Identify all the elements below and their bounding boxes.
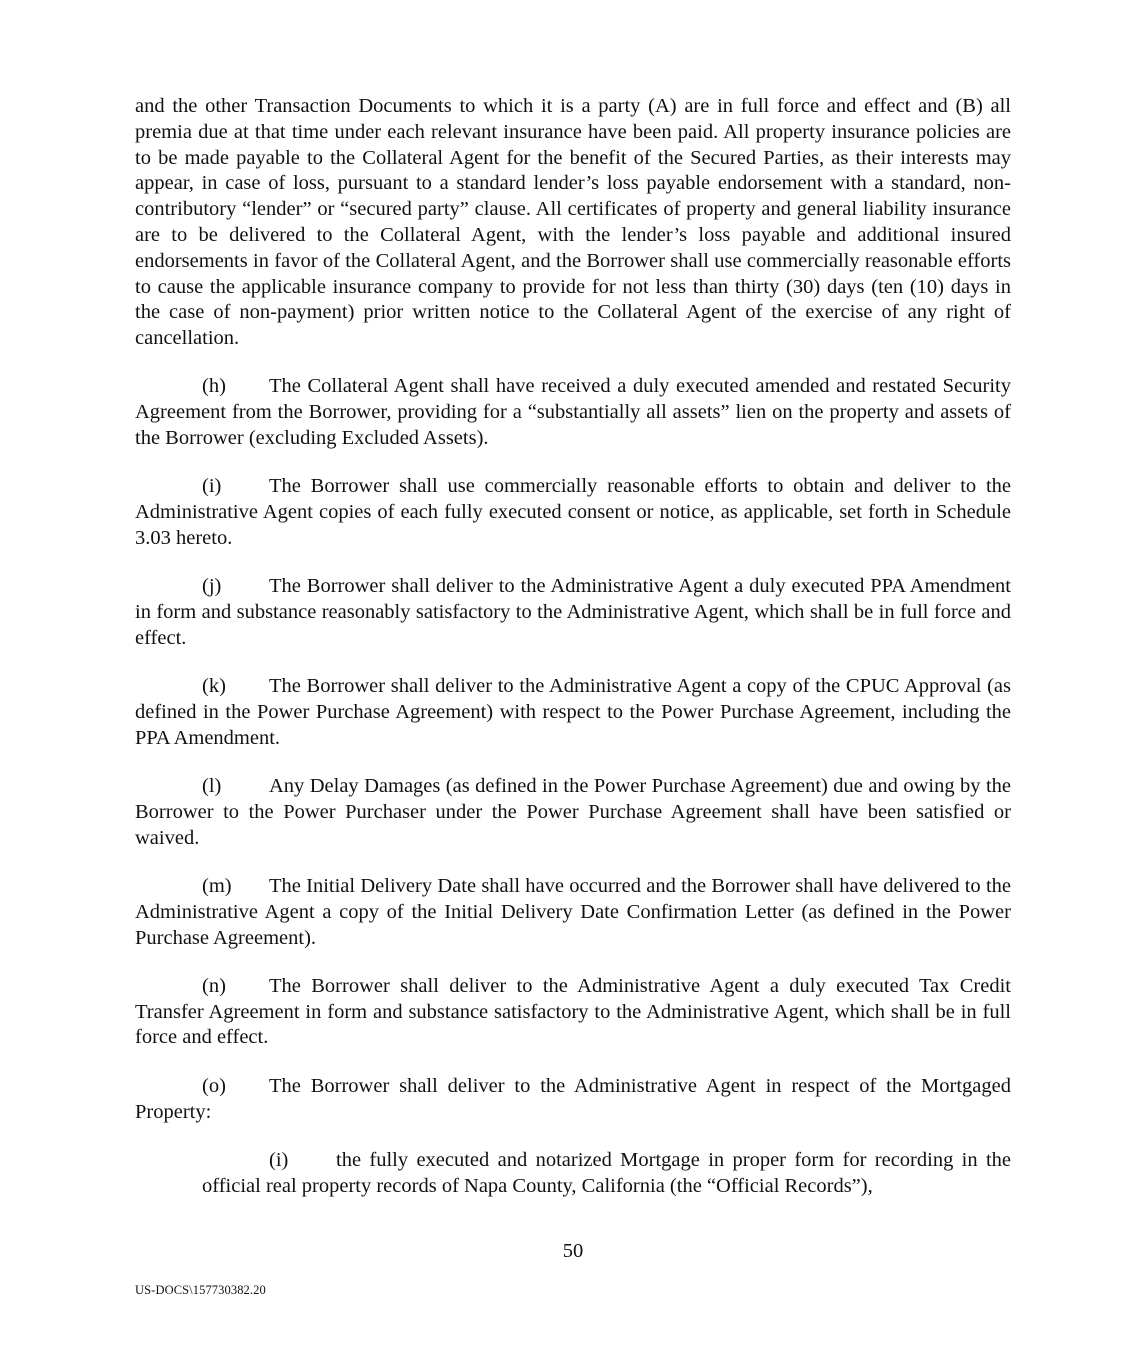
paragraph-h [135, 374, 1011, 451]
paragraph-text: The Borrower shall deliver to the Administrative Agent a duly executed Tax Credit Transfer Agreement in form and substance satisfactory to the Administrative Agent, which shall be in full force and effect. [135, 974, 1011, 1049]
paragraph-j [135, 574, 1011, 651]
paragraph-label: (j) [202, 575, 222, 598]
paragraph-m [135, 874, 1011, 951]
paragraph-text: Any Delay Damages (as defined in the Power Purchase Agreement) due and owing by the Borrower to the Power Purchaser under the Power Purchase Agreement shall have been satisfied or waived. [135, 775, 1011, 849]
paragraph-text: The Borrower shall deliver to the Administrative Agent a duly executed PPA Amendment in form and substance reasonably satisfactory to the Administrative Agent, which shall be in full force and effect. [135, 575, 1011, 649]
subparagraph-text: the fully executed and notarized Mortgage in proper form for recording in the official real property records of Napa County, California (the “Official Records”), [202, 1148, 1011, 1197]
paragraph-text: The Borrower shall deliver to the Administrative Agent in respect of the Mortgaged Property: [135, 1074, 1011, 1123]
page-number: 50 [562, 1240, 584, 1262]
paragraph-text: The Borrower shall deliver to the Administrative Agent a copy of the CPUC Approval (as defined in the Power Purchase Agreement) with respect to the Power Purchase Agreement, including the PPA Amendment. [135, 675, 1011, 749]
paragraph-label: (k) [202, 675, 226, 698]
document-body [135, 94, 1011, 1222]
paragraph-o [135, 1074, 1011, 1126]
paragraph-label: (m) [202, 874, 232, 897]
paragraph-label: (i) [202, 475, 222, 498]
paragraph-label: (h) [202, 375, 226, 398]
subparagraph-label: (i) [269, 1148, 289, 1171]
document-id: US-DOCS\157730382.20 [135, 1283, 266, 1297]
paragraph-label: (n) [202, 974, 226, 997]
paragraph-n [135, 974, 1011, 1051]
paragraph-text: The Borrower shall use commercially reasonable efforts to obtain and deliver to the Administrative Agent copies of each fully executed consent or notice, as applicable, set forth in Schedule 3.03 hereto. [135, 475, 1011, 549]
continuation-paragraph: and the other Transaction Documents to which it is a party (A) are in full force and effect and (B) all premia due at that time under each relevant insurance have been paid. All property insurance policies are to be made payable to the Collateral Agent for the benefit of the Secured Parties, as their interests may appear, in case of loss, pursuant to a standard lender’s loss payable endorsement with a standard, non-contributory “lender” or “secured party” clause. All certificates of property and general liability insurance are to be delivered to the Collateral Agent, with the lender’s loss payable and additional insured endorsements in favor of the Collateral Agent, and the Borrower shall use commercially reasonable efforts to cause the applicable insurance company to provide for not less than thirty (30) days (ten (10) days in the case of non-payment) prior written notice to the Collateral Agent of the exercise of any right of cancellation. [135, 95, 1011, 350]
paragraph-text: The Collateral Agent shall have received a duly executed amended and restated Security Agreement from the Borrower, providing for a “substantially all assets” lien on the property and assets of the Borrower (excluding Excluded Assets). [135, 375, 1011, 450]
paragraph-l [135, 774, 1011, 851]
paragraph-label: (l) [202, 775, 222, 798]
subparagraph-i [202, 1148, 1011, 1200]
paragraph-label: (o) [202, 1074, 226, 1097]
paragraph-k [135, 674, 1011, 751]
paragraph-i [135, 474, 1011, 551]
paragraph-text: The Initial Delivery Date shall have occurred and the Borrower shall have delivered to the Administrative Agent a copy of the Initial Delivery Date Confirmation Letter (as defined in the Power Purchase Agreement). [135, 874, 1011, 949]
